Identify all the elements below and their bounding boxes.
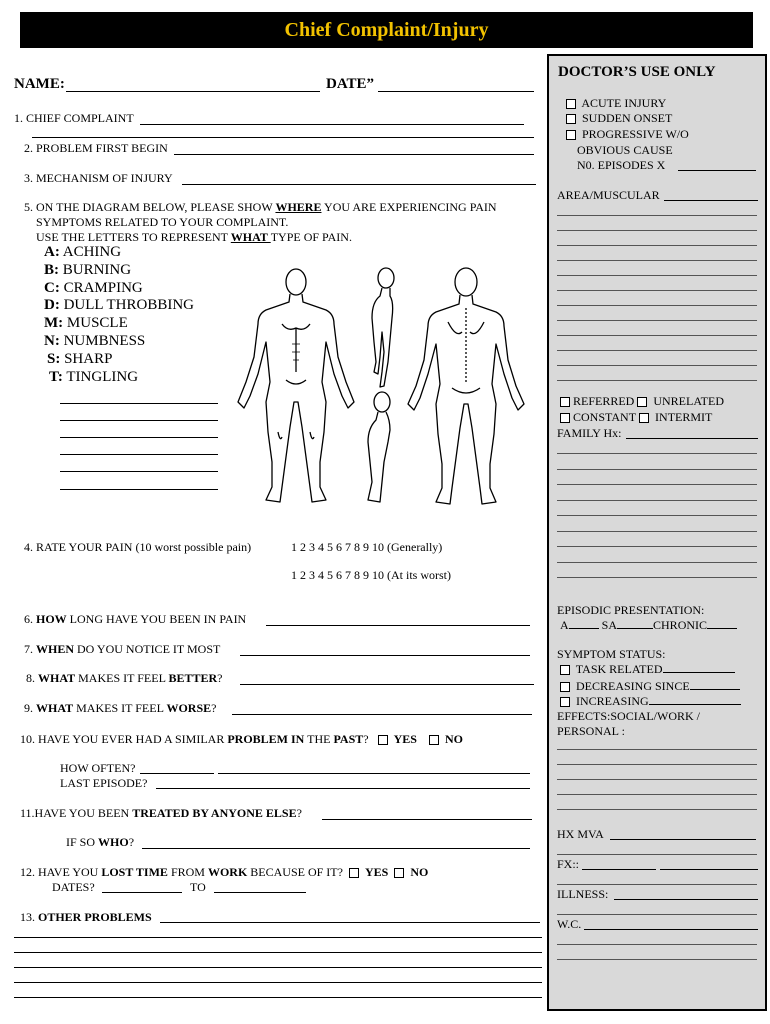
- body-diagram[interactable]: [230, 262, 540, 512]
- pain-note-line[interactable]: [60, 488, 218, 490]
- q8-mid: MAKES IT FEEL: [75, 671, 169, 685]
- acute-injury-label: ACUTE INJURY: [581, 96, 667, 110]
- pain-type-item: [44, 369, 194, 387]
- name-label: NAME:: [14, 76, 65, 92]
- q1-field[interactable]: [140, 123, 524, 125]
- doctor-note-line[interactable]: [557, 561, 757, 563]
- increasing-checkbox[interactable]: [560, 697, 570, 707]
- episodes-label: N0. EPISODES X: [577, 158, 666, 172]
- doctor-panel-title: DOCTOR’S USE ONLY: [558, 64, 716, 80]
- area-muscular-label: AREA/MUSCULAR: [557, 188, 660, 202]
- side-body-figure-bottom: [368, 392, 390, 502]
- pain-note-line[interactable]: [60, 419, 218, 421]
- unrelated-checkbox[interactable]: [637, 397, 647, 407]
- hx-mva-line[interactable]: [557, 853, 757, 855]
- q8-bold-2: BETTER: [168, 671, 218, 685]
- how-often-label: HOW OFTEN?: [60, 761, 136, 775]
- q9-label: [24, 701, 216, 715]
- effects-label: EFFECTS:SOCIAL/WORK /: [557, 709, 701, 723]
- q11-label: [20, 806, 302, 820]
- pain-type-item: [44, 262, 194, 280]
- q9-num: 9.: [24, 701, 36, 715]
- q10-no-checkbox[interactable]: [429, 735, 439, 745]
- pain-type-item: [44, 333, 194, 351]
- doctor-note-line[interactable]: [557, 763, 757, 765]
- q12-no-label: NO: [410, 865, 429, 879]
- doctor-note-line[interactable]: [557, 334, 757, 336]
- dates-to-field[interactable]: [214, 891, 306, 893]
- date-field[interactable]: [378, 90, 534, 92]
- doctor-note-line[interactable]: [557, 379, 757, 381]
- doctor-note-line[interactable]: [557, 499, 757, 501]
- q10-no-label: NO: [444, 732, 463, 746]
- pain-letter: S:: [47, 350, 61, 367]
- referred-label: REFERRED: [573, 394, 635, 408]
- decreasing-checkbox[interactable]: [560, 682, 570, 692]
- doctor-note-line[interactable]: [557, 259, 757, 261]
- q13-num: 13.: [20, 910, 38, 924]
- pain-label: BURNING: [62, 261, 132, 278]
- q1-field-2[interactable]: [32, 136, 534, 138]
- wc-label: W.C.: [557, 917, 582, 931]
- decreasing-field[interactable]: [690, 679, 740, 690]
- increasing-label: INCREASING: [576, 694, 649, 708]
- wc-field[interactable]: [584, 928, 758, 930]
- q10-e: ?: [363, 732, 369, 746]
- how-often-field[interactable]: [140, 772, 214, 774]
- q10-b: PROBLEM IN: [227, 732, 305, 746]
- q9-bold-2: WORSE: [166, 701, 212, 715]
- q2-label: 2. PROBLEM FIRST BEGIN: [24, 141, 168, 155]
- progressive-option: [563, 127, 689, 141]
- episodic-chronic-label: CHRONIC: [653, 618, 708, 632]
- q3-label: 3. MECHANISM OF INJURY: [24, 171, 173, 185]
- wc-line[interactable]: [557, 943, 757, 945]
- hx-mva-field[interactable]: [610, 838, 756, 840]
- q6-field[interactable]: [266, 624, 530, 626]
- illness-field[interactable]: [614, 898, 758, 900]
- obvious-cause-label: OBVIOUS CAUSE: [577, 143, 673, 157]
- constant-label: CONSTANT: [573, 410, 637, 424]
- pain-label: DULL THROBBING: [63, 297, 194, 314]
- q5-line3-a: USE THE LETTERS TO REPRESENT: [36, 230, 231, 244]
- symptom-status-label: SYMPTOM STATUS:: [557, 647, 666, 661]
- q5-line1: [24, 200, 497, 214]
- fx-field-2[interactable]: [660, 868, 758, 870]
- episodic-label: EPISODIC PRESENTATION:: [557, 603, 705, 617]
- doctor-note-line[interactable]: [557, 576, 757, 578]
- last-episode-field[interactable]: [156, 787, 530, 789]
- family-hx-label: FAMILY Hx:: [557, 426, 622, 440]
- referred-checkbox[interactable]: [560, 397, 570, 407]
- doctor-note-line[interactable]: [557, 289, 757, 291]
- q11-c: ?: [296, 806, 302, 820]
- sudden-onset-checkbox[interactable]: [566, 114, 576, 124]
- pain-letter: C:: [44, 279, 60, 296]
- pain-label: NUMBNESS: [63, 332, 146, 349]
- pain-label: TINGLING: [66, 368, 139, 385]
- referred-option: [557, 394, 724, 408]
- if-so-field[interactable]: [142, 847, 530, 849]
- episodic-a-field[interactable]: [569, 618, 599, 629]
- episodic-chronic-field[interactable]: [707, 618, 737, 629]
- doctor-note-line[interactable]: [557, 483, 757, 485]
- q12-yes-checkbox[interactable]: [349, 868, 359, 878]
- if-so-label: [66, 835, 134, 849]
- effects-label-2: PERSONAL :: [557, 724, 625, 738]
- if-so-b: WHO: [98, 835, 129, 849]
- doctor-note-line[interactable]: [557, 778, 757, 780]
- q11-b: TREATED BY ANYONE ELSE: [132, 806, 297, 820]
- doctor-note-line[interactable]: [557, 452, 757, 454]
- episodes-field[interactable]: [678, 169, 756, 171]
- acute-injury-option: [563, 96, 666, 110]
- q8-bold: WHAT: [38, 671, 76, 685]
- last-episode-label: LAST EPISODE?: [60, 776, 148, 790]
- constant-option: [557, 410, 712, 424]
- q13-line[interactable]: [14, 936, 542, 938]
- pain-type-item: [44, 315, 194, 333]
- front-body-figure: [238, 269, 354, 502]
- doctor-note-line[interactable]: [557, 229, 757, 231]
- pain-type-item: [44, 351, 194, 369]
- title-bar: [20, 12, 753, 48]
- doctor-note-line[interactable]: [557, 793, 757, 795]
- illness-label: ILLNESS:: [557, 887, 609, 901]
- pain-label: CRAMPING: [63, 279, 143, 296]
- if-so-c: ?: [128, 835, 135, 849]
- q11-field[interactable]: [322, 818, 532, 820]
- q6-rest: LONG HAVE YOU BEEN IN PAIN: [66, 612, 247, 626]
- q9-mid: MAKES IT FEEL: [73, 701, 167, 715]
- q12-e: BECAUSE OF IT?: [247, 865, 343, 879]
- hx-mva-label: HX MVA: [557, 827, 604, 841]
- doctor-note-line[interactable]: [557, 364, 757, 366]
- q7-bold: WHEN: [36, 642, 75, 656]
- q12-no-checkbox[interactable]: [394, 868, 404, 878]
- q10-a: 10. HAVE YOU EVER HAD A SIMILAR: [20, 732, 228, 746]
- episodic-a-label: A: [560, 618, 569, 632]
- increasing-field[interactable]: [649, 694, 741, 705]
- q13-field[interactable]: [160, 921, 540, 923]
- doctor-note-line[interactable]: [557, 748, 757, 750]
- fx-label: FX::: [557, 857, 580, 871]
- task-related-checkbox[interactable]: [560, 665, 570, 675]
- episodic-sa-label: SA: [601, 618, 618, 632]
- pain-type-item: [44, 297, 194, 315]
- q2-field[interactable]: [174, 153, 534, 155]
- q7-field[interactable]: [240, 654, 530, 656]
- pain-type-item: [44, 244, 194, 262]
- area-muscular-field[interactable]: [664, 199, 758, 201]
- pain-letter: B:: [44, 261, 59, 278]
- pain-letter: M:: [44, 315, 64, 332]
- q12-d: WORK: [207, 865, 248, 879]
- dates-label: DATES?: [52, 880, 95, 894]
- pain-label: SHARP: [64, 350, 113, 367]
- q7-label: [24, 642, 220, 656]
- doctor-note-line[interactable]: [557, 808, 757, 810]
- dates-to-label: TO: [190, 880, 206, 894]
- doctor-note-line[interactable]: [557, 514, 757, 516]
- sudden-onset-label: SUDDEN ONSET: [582, 111, 673, 125]
- q13-label: [20, 910, 152, 924]
- dates-from-field[interactable]: [102, 891, 182, 893]
- increasing-option: [557, 694, 741, 708]
- q10-label: [20, 732, 463, 746]
- fx-field[interactable]: [582, 868, 656, 870]
- pain-label: MUSCLE: [66, 315, 128, 332]
- constant-checkbox[interactable]: [560, 413, 570, 423]
- if-so-a: IF SO: [66, 835, 99, 849]
- how-often-field-2[interactable]: [218, 772, 530, 774]
- q9-end: ?: [211, 701, 217, 715]
- q13-line[interactable]: [14, 966, 542, 968]
- doctor-note-line[interactable]: [557, 530, 757, 532]
- acute-injury-checkbox[interactable]: [566, 99, 576, 109]
- intermit-checkbox[interactable]: [639, 413, 649, 423]
- pain-note-line[interactable]: [60, 453, 218, 455]
- pain-letter: N:: [44, 332, 60, 349]
- task-related-field[interactable]: [663, 662, 735, 673]
- q5-line3: [36, 230, 352, 244]
- doctor-note-line[interactable]: [557, 304, 757, 306]
- doctor-note-line[interactable]: [557, 274, 757, 276]
- pain-letter: A:: [44, 244, 60, 260]
- pain-letter: D:: [44, 297, 60, 314]
- q8-label: [26, 671, 222, 685]
- q6-label: [24, 612, 246, 626]
- progressive-label: PROGRESSIVE W/O: [582, 127, 689, 141]
- task-related-label: TASK RELATED: [575, 662, 663, 676]
- q11-a: 11.HAVE YOU BEEN: [20, 806, 133, 820]
- q13-line[interactable]: [14, 951, 542, 953]
- pain-scale-general[interactable]: 1 2 3 4 5 6 7 8 9 10 (Generally): [291, 540, 443, 554]
- episodic-sa-field[interactable]: [617, 618, 653, 629]
- q6-bold: HOW: [36, 612, 67, 626]
- pain-letter: T:: [49, 368, 63, 385]
- q13-line[interactable]: [14, 996, 542, 998]
- q9-bold: WHAT: [36, 701, 74, 715]
- q8-end: ?: [217, 671, 223, 685]
- wc-line[interactable]: [557, 958, 757, 960]
- q9-field[interactable]: [232, 713, 532, 715]
- pain-note-line[interactable]: [60, 436, 218, 438]
- q10-yes-checkbox[interactable]: [378, 735, 388, 745]
- intermit-label: INTERMIT: [655, 410, 713, 424]
- pain-label: ACHING: [62, 244, 122, 260]
- doctor-note-line[interactable]: [557, 545, 757, 547]
- episodic-row: [560, 618, 737, 632]
- pain-type-item: [44, 280, 194, 298]
- pain-note-line[interactable]: [60, 470, 218, 472]
- doctor-note-line[interactable]: [557, 319, 757, 321]
- pain-types-list: [44, 244, 194, 386]
- page-title: Chief Complaint/Injury: [284, 18, 489, 41]
- pain-scale-worst[interactable]: 1 2 3 4 5 6 7 8 9 10 (At its worst): [291, 568, 451, 582]
- q3-field[interactable]: [182, 183, 536, 185]
- q5-rest: YOU ARE EXPERIENCING PAIN: [321, 200, 497, 214]
- sudden-onset-option: [563, 111, 672, 125]
- q10-yes-label: YES: [393, 732, 417, 746]
- q7-num: 7.: [24, 642, 36, 656]
- q10-c: THE: [304, 732, 334, 746]
- unrelated-label: UNRELATED: [653, 394, 725, 408]
- q8-field[interactable]: [240, 683, 534, 685]
- decreasing-option: [557, 679, 740, 693]
- name-field[interactable]: [66, 90, 320, 92]
- q5-what: WHAT: [230, 230, 271, 244]
- doctor-note-line[interactable]: [557, 468, 757, 470]
- q10-d: PAST: [333, 732, 364, 746]
- q6-num: 6.: [24, 612, 36, 626]
- q12-a: 12. HAVE YOU: [20, 865, 102, 879]
- task-related-option: [557, 662, 735, 676]
- q5-where: WHERE: [275, 200, 322, 214]
- q5-line3-b: TYPE OF PAIN.: [270, 230, 352, 244]
- q13-line[interactable]: [14, 981, 542, 983]
- q12-yes-label: YES: [364, 865, 389, 879]
- doctor-note-line[interactable]: [557, 214, 757, 216]
- progressive-checkbox[interactable]: [566, 130, 576, 140]
- decreasing-label: DECREASING SINCE: [576, 679, 690, 693]
- side-body-figure-top: [372, 268, 394, 387]
- date-label: DATE”: [326, 76, 375, 92]
- back-body-figure: [408, 268, 524, 504]
- q4-label: 4. RATE YOUR PAIN (10 worst possible pain): [24, 540, 252, 554]
- q12-label: [20, 865, 428, 879]
- family-hx-field[interactable]: [626, 437, 758, 439]
- q7-rest: DO YOU NOTICE IT MOST: [74, 642, 221, 656]
- q1-label: 1. CHIEF COMPLAINT: [14, 111, 134, 125]
- doctor-note-line[interactable]: [557, 244, 757, 246]
- q12-b: LOST TIME: [101, 865, 168, 879]
- pain-note-line[interactable]: [60, 402, 218, 404]
- fx-line[interactable]: [557, 883, 757, 885]
- q12-c: FROM: [167, 865, 208, 879]
- doctor-note-line[interactable]: [557, 349, 757, 351]
- illness-line[interactable]: [557, 913, 757, 915]
- q5-line2: SYMPTOMS RELATED TO YOUR COMPLAINT.: [36, 215, 289, 229]
- q13-bold: OTHER PROBLEMS: [38, 910, 152, 924]
- q5-text: 5. ON THE DIAGRAM BELOW, PLEASE SHOW: [24, 200, 276, 214]
- q8-num: 8.: [26, 671, 38, 685]
